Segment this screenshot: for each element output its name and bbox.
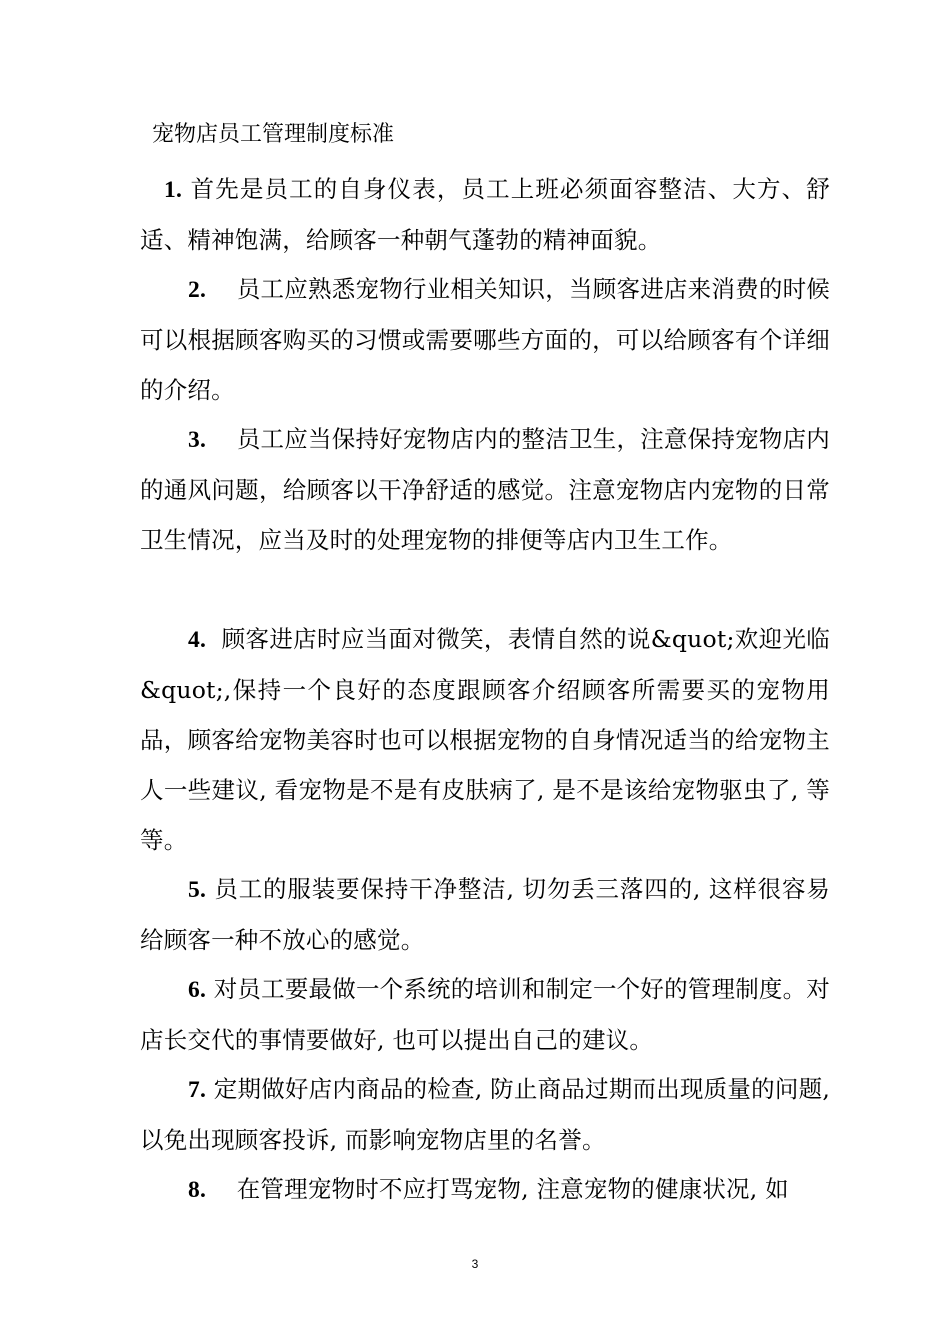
item-number: 3.	[188, 427, 207, 453]
paragraph-text: 员工的服装要保持干净整洁, 切勿丢三落四的, 这样很容易给顾客一种不放心的感觉。	[140, 875, 831, 954]
paragraph-text: 在管理宠物时不应打骂宠物, 注意宠物的健康状况, 如	[236, 1175, 789, 1203]
item-number: 7.	[188, 1077, 207, 1103]
paragraph-4	[140, 614, 830, 865]
paragraph-6	[140, 964, 830, 1065]
item-number: 1.	[164, 177, 183, 203]
item-number: 4.	[188, 627, 207, 653]
paragraph-text: 定期做好店内商品的检查, 防止商品过期而出现质量的问题, 以免出现顾客投诉, 而影响宠物店里的名誉。	[140, 1075, 830, 1154]
paragraph-text: 员工应当保持好宠物店内的整洁卫生，注意保持宠物店内的通风问题，给顾客以干净舒适的感觉。注意宠物店内宠物的日常卫生情况，应当及时的处理宠物的排便等店内卫生工作。	[140, 425, 830, 554]
item-number: 6.	[188, 977, 207, 1003]
page-number: 3	[471, 1257, 479, 1271]
paragraph-text: 顾客进店时应当面对微笑，表情自然的说&quot;欢迎光临&quot;,保持一个良好的态度跟顾客介绍顾客所需要买的宠物用品，顾客给宠物美容时也可以根据宠物的自身情况适当的给宠物主人一些建议, 看宠物是不是有皮肤病了, 是不是该给宠物驱虫了, 等等。	[140, 625, 830, 854]
item-number: 8.	[188, 1177, 207, 1203]
paragraph-2	[140, 264, 830, 415]
paragraph-1	[140, 164, 830, 265]
paragraph-7	[140, 1064, 830, 1165]
paragraph-8	[140, 1164, 830, 1215]
paragraph-text: 员工应熟悉宠物行业相关知识，当顾客进店来消费的时候可以根据顾客购买的习惯或需要哪些方面的，可以给顾客有个详细的介绍。	[140, 275, 830, 404]
paragraph-text: 对员工要最做一个系统的培训和制定一个好的管理制度。对店长交代的事情要做好, 也可以提出自己的建议。	[140, 975, 831, 1054]
paragraph-text: 首先是员工的自身仪表，员工上班必须面容整洁、大方、舒适、精神饱满，给顾客一种朝气蓬勃的精神面貌。	[140, 175, 831, 254]
paragraph-5	[140, 864, 830, 965]
item-number: 5.	[188, 877, 207, 903]
document-title: 宠物店员工管理制度标准	[152, 122, 395, 147]
item-number: 2.	[188, 277, 207, 303]
paragraph-3	[140, 414, 830, 565]
